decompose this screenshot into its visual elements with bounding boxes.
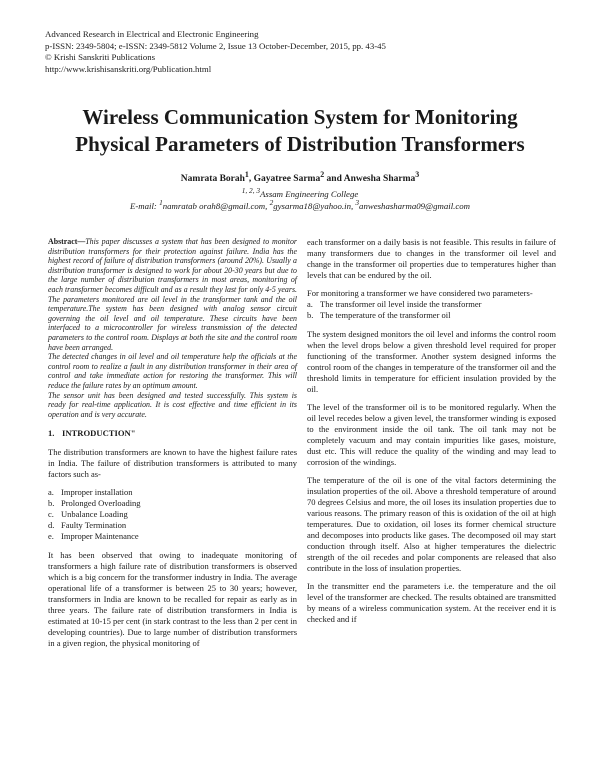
list-marker: e. xyxy=(48,531,54,542)
affiliation-sup: 1, 2, 3 xyxy=(241,186,261,195)
section-heading xyxy=(48,428,297,439)
abstract-paragraph: The detected changes in oil level and oil temperature help the officials at the control room to realize a fault in any distribution transformer in their area of control and take immediate action for restoring the transformer. This will reduce the failure rates by an optimum amount. xyxy=(48,352,297,390)
abstract xyxy=(48,237,297,419)
list-marker: b. xyxy=(307,310,314,320)
email-line xyxy=(40,198,560,211)
list-item xyxy=(307,310,556,321)
parameter-list xyxy=(307,299,556,321)
abstract-paragraph xyxy=(48,237,297,352)
email-address[interactable]: namratab orah8@gmail.com xyxy=(162,200,266,211)
list-text: The transformer oil level inside the transformer xyxy=(320,299,482,309)
author-name: Gayatree Sarma xyxy=(253,174,321,185)
list-text: The temperature of the transformer oil xyxy=(320,310,451,320)
list-text: Unbalance Loading xyxy=(61,509,128,520)
journal-name: Advanced Research in Electrical and Electronic Engineering xyxy=(45,29,259,39)
list-item xyxy=(48,520,297,531)
right-column xyxy=(307,237,556,632)
paper-title xyxy=(40,104,560,158)
list-marker: c. xyxy=(48,509,54,520)
journal-header xyxy=(45,29,386,75)
abstract-label: Abstract— xyxy=(48,237,86,246)
list-item xyxy=(48,509,297,520)
body-paragraph: each transformer on a daily basis is not feasible. This results in failure of many transformers due to changes in the transformer oil level and change in the transformer oil properties due to temperatures higher than levels that can be endured by the oil. xyxy=(307,237,556,280)
title-line-2: Physical Parameters of Distribution Transformers xyxy=(75,132,525,156)
email-sup: 2 xyxy=(269,198,274,207)
author-name: Anwesha Sharma xyxy=(343,174,416,185)
email-sep: , xyxy=(350,200,356,211)
affiliation xyxy=(40,186,560,199)
title-line-1: Wireless Communication System for Monitoring xyxy=(82,105,518,129)
copyright-line: © Krishi Sanskriti Publications xyxy=(45,52,156,62)
body-paragraph: In the transmitter end the parameters i.e. the temperature and the oil level of the transformer are checked. The results obtained are transmitted by means of a wireless communication system. At the receiver end it is checked and if xyxy=(307,581,556,624)
section-number: 1. xyxy=(48,428,55,439)
list-text: Prolonged Overloading xyxy=(61,498,141,509)
email-address[interactable]: anweshasharma09@gmail.com xyxy=(359,200,471,211)
author-sep: and xyxy=(324,174,344,185)
author-sup: 1 xyxy=(244,170,249,179)
author-list xyxy=(40,170,560,184)
body-paragraph: The level of the transformer oil is to be monitored regularly. When the oil level recedes below a given level, the transformer winding is exposed to the environment inside the oil tank. The oil tank may not be completely vacuum and may contain impurities like gases, moisture, dust etc. This will reduce the quality of the winding and may lead to corrosion of the windings. xyxy=(307,402,556,467)
email-label: E-mail: xyxy=(129,200,160,211)
email-sup: 1 xyxy=(159,198,163,207)
author-sup: 3 xyxy=(415,170,420,179)
left-column xyxy=(48,237,297,656)
list-item xyxy=(307,299,556,310)
author-sup: 2 xyxy=(320,170,325,179)
section-title: INTRODUCTION" xyxy=(62,428,136,439)
list-marker: a. xyxy=(307,299,313,309)
body-paragraph: The distribution transformers are known to have the highest failure rates in India. The failure of distribution transformers is attributed to many factors such as- xyxy=(48,447,297,480)
email-sep: , xyxy=(265,200,270,211)
body-paragraph: For monitoring a transformer we have considered two parameters- xyxy=(307,288,533,298)
list-marker: b. xyxy=(48,498,55,509)
failure-factor-list xyxy=(48,487,297,542)
list-text: Faulty Termination xyxy=(61,520,127,531)
abstract-text: This paper discusses a system that has been designed to monitor distribution transformers for their protection against failure. India has the highest record of failure of distribution transformers (around 20%). Usually a distribution transformer is designed to work for about 20-30 years but due to the large number of distribution transformers in most areas, monitoring of each transformer becomes difficult and as a result they last for only 4-5 years. The parameters monitored are oil level in the transformer tank and the oil temperature.The system has been designed with analog sensor circuit governing the oil level and oil temperature. These circuits have been interfaced to a microcontroller for wireless transmission of the detected parameters to the control room. Displays at both the site and the control room have been arranged. xyxy=(48,237,297,352)
list-item xyxy=(48,531,297,542)
email-sup: 3 xyxy=(355,198,360,207)
affiliation-name: Assam Engineering College xyxy=(260,188,359,199)
list-marker: d. xyxy=(48,520,55,531)
issn-line: p-ISSN: 2349-5804; e-ISSN: 2349-5812 Volume 2, Issue 13 October-December, 2015, pp. 43-45 xyxy=(45,40,386,51)
list-text: Improper installation xyxy=(61,487,133,498)
list-item xyxy=(48,498,297,509)
body-paragraph: The temperature of the oil is one of the vital factors determining the insulation properties of the oil. Above a threshold temperature of around 70 degrees Celsius and more, the oil loses its insulation properties due to various reasons. The primary reason of this is oxidation of the oil at high temperatures. Due to oxidation, oil loses its former chemical structure and decomposes into products like gases. The decomposed oil may start conduction through itself. Also at higher temperatures the dielectric strength of the oil recedes and polar components are released that also contribute in the loss of insulation properties. xyxy=(307,475,556,573)
journal-url[interactable]: http://www.krishisanskriti.org/Publication.html xyxy=(45,63,212,74)
list-text: Improper Maintenance xyxy=(61,531,139,542)
abstract-paragraph: The sensor unit has been designed and tested successfully. This system is ready for real-time application. It is cost effective and time efficient in its operation and is very accurate. xyxy=(48,390,297,419)
body-paragraph: It has been observed that owing to inadequate monitoring of transformers a high failure rate of distribution transformers is observed which is a big concern for the transformer industry in India. The average operational life of a transformer is between 25 to 30 years; however, transformers in India are known to be recalled for repair as early as in three years. The failure rate of distribution transformers in India is estimated at 10-15 per cent (in stark contrast to the less than 2 per cent in developing countries). Due to large number of distribution transformers in a given region, the physical monitoring of xyxy=(48,550,297,649)
list-marker: a. xyxy=(48,487,54,498)
email-address[interactable]: gysarma18@yahoo.in xyxy=(273,200,351,211)
list-item xyxy=(48,487,297,498)
author-name: Namrata Borah xyxy=(180,174,245,185)
body-paragraph: The system designed monitors the oil level and informs the control room when the level drops below a given threshold level required for proper functioning of the transformer. Another system designed informs the control room of the changes in temperature of the transformer oil and the threshold limits in temperature for efficient insulation provided by the oil. xyxy=(307,329,556,394)
author-sep: , xyxy=(248,174,254,185)
